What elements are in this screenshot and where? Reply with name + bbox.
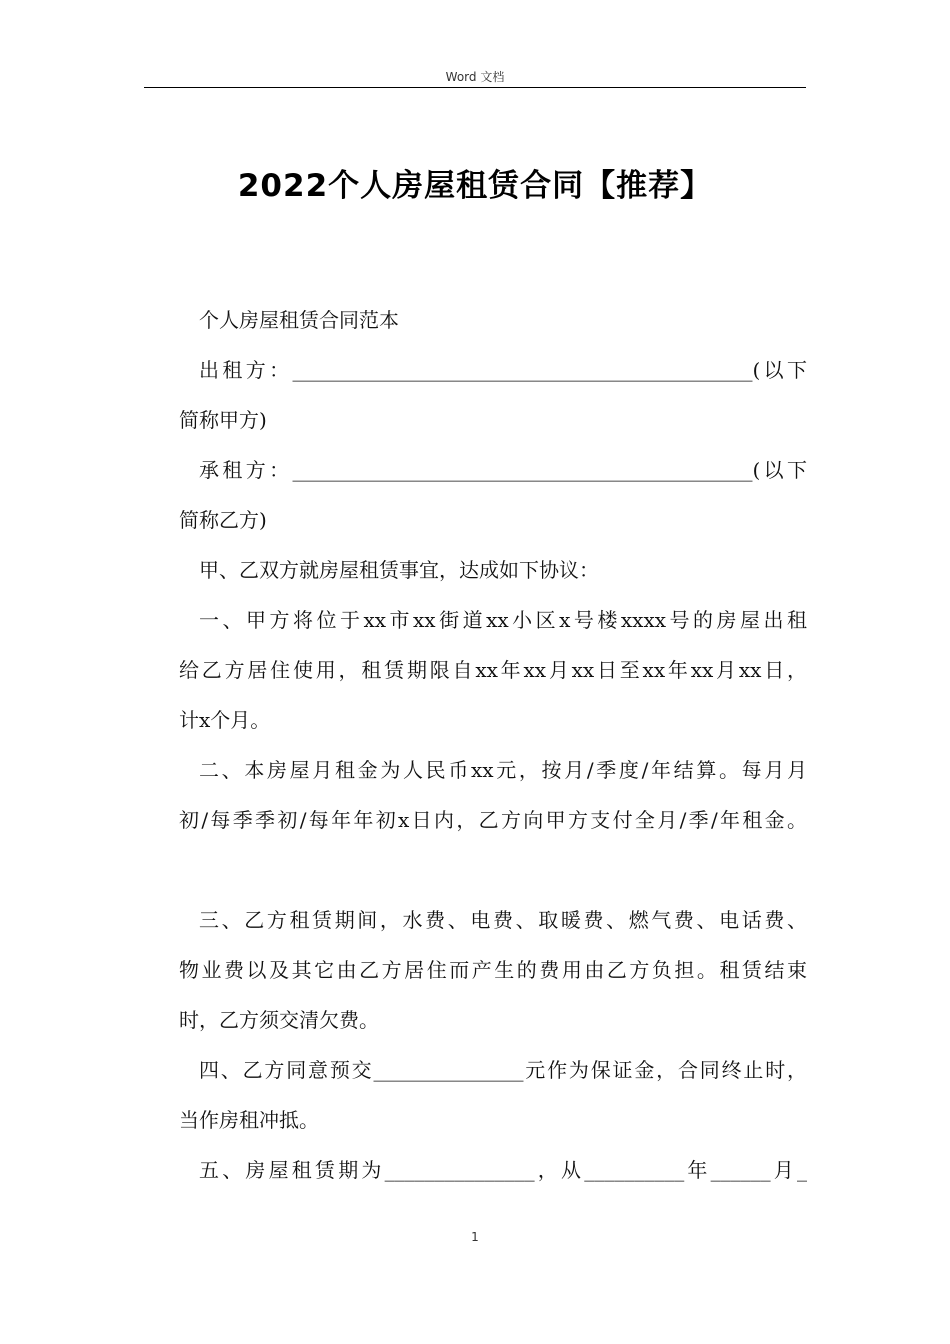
paragraph-heading: 个人房屋租赁合同范本	[199, 308, 399, 332]
page-number: 1	[471, 1230, 479, 1244]
paragraph-spacer	[179, 845, 807, 895]
lessee-line: 承租方：______________________________________________(以下	[199, 458, 807, 482]
clause-2-line-2: 初/每季季初/每年年初x日内，乙方向甲方支付全月/季/年租金。	[179, 808, 807, 832]
header-divider	[144, 87, 806, 88]
lessor-line-cont: 简称甲方)	[179, 408, 267, 432]
document-body	[179, 295, 807, 1195]
clause-5-line-1: 五、房屋租赁期为_______________，从__________年______月_	[199, 1158, 807, 1182]
document-title: 2022个人房屋租赁合同【推荐】	[237, 168, 713, 204]
clause-4-line-1: 四、乙方同意预交_______________元作为保证金，合同终止时，	[199, 1058, 807, 1082]
clause-3-line-1: 三、乙方租赁期间，水费、电费、取暖费、燃气费、电话费、	[199, 908, 807, 932]
clause-4-line-2: 当作房租冲抵。	[179, 1108, 319, 1132]
clause-1-line-1: 一、甲方将位于xx市xx街道xx小区x号楼xxxx号的房屋出租	[199, 608, 807, 632]
clause-1-line-3: 计x个月。	[179, 708, 271, 732]
lessor-line: 出租方：______________________________________________(以下	[199, 358, 807, 382]
page-header: Word 文档	[445, 70, 505, 84]
clause-3-line-3: 时，乙方须交清欠费。	[179, 1008, 379, 1032]
clause-1-line-2: 给乙方居住使用，租赁期限自xx年xx月xx日至xx年xx月xx日，	[179, 658, 807, 682]
clause-3-line-2: 物业费以及其它由乙方居住而产生的费用由乙方负担。租赁结束	[179, 958, 807, 982]
agreement-intro: 甲、乙双方就房屋租赁事宜，达成如下协议：	[199, 558, 599, 582]
clause-2-line-1: 二、本房屋月租金为人民币xx元，按月/季度/年结算。每月月	[199, 758, 807, 782]
lessee-line-cont: 简称乙方)	[179, 508, 267, 532]
